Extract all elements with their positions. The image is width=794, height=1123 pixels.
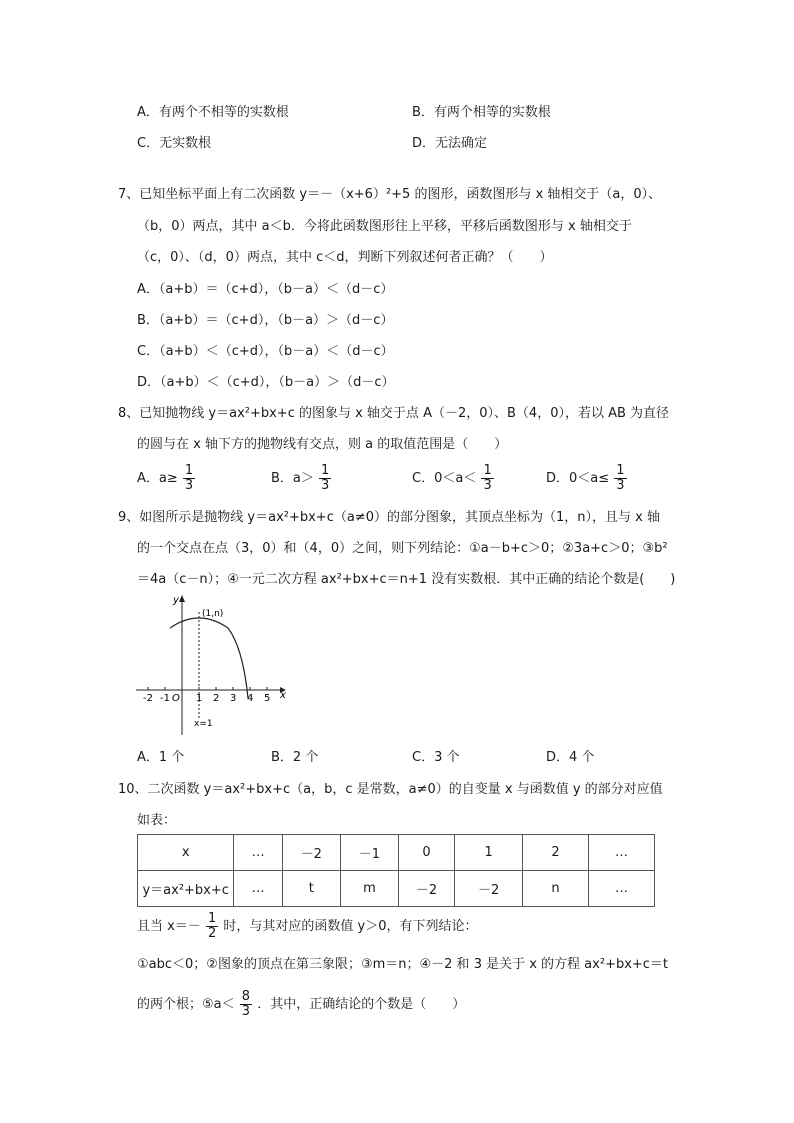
fraction-denominator: 3: [241, 1004, 251, 1019]
table-cell: y＝ax²+bx+c: [138, 871, 234, 907]
vertex-label: (1,n): [202, 609, 224, 619]
q8-option-d-label: D．0＜a≤: [546, 471, 610, 486]
origin-label: O: [172, 693, 180, 704]
q6-option-b: B．有两个相等的实数根: [412, 105, 551, 120]
table-cell: 1: [455, 835, 523, 871]
table-row: [138, 871, 655, 907]
q8-line-1: 8、已知抛物线 y＝ax²+bx+c 的图象与 x 轴交于点 A（－2，0）、B（4，0），若以 AB 为直径: [118, 406, 670, 421]
q8-option-a: [137, 464, 196, 493]
fraction: [206, 912, 218, 941]
q7-line-2: （b，0）两点，其中 a＜b．今将此函数图形往上平移，平移后函数图形与 x 轴相交于: [137, 219, 632, 234]
q7-line-3: （c，0）、（d，0）两点，其中 c＜d，判断下列叙述何者正确？（ ）: [137, 250, 553, 265]
tick-label: 4: [247, 693, 254, 704]
fraction-denominator: 3: [616, 478, 625, 493]
fraction-numerator: 1: [616, 463, 625, 478]
q8-option-c: [412, 464, 495, 493]
tick-label: 3: [230, 693, 237, 704]
q9-option-a: A．1 个: [137, 750, 185, 765]
table-cell: …: [234, 871, 282, 907]
q7-line-1: 7、已知坐标平面上有二次函数 y＝－（x+6）²+5 的图形，函数图形与 x 轴相交于（a，0）、: [118, 187, 662, 202]
fraction: [614, 464, 626, 493]
fraction-denominator: 3: [321, 478, 330, 493]
table-cell: 0: [398, 835, 454, 871]
tick-label: 1: [196, 693, 203, 704]
q9-line-3: ＝4a（c－n）；④一元二次方程 ax²+bx+c＝n+1 没有实数根．其中正确的结论个数是( ): [137, 572, 676, 587]
table-cell: n: [523, 871, 589, 907]
q10-line-5: ①abc＜0；②图象的顶点在第三象限；③m＝n；④－2 和 3 是关于 x 的方程 ax²+bx+c＝t: [137, 957, 669, 972]
tick-label: -1: [160, 693, 170, 704]
q9-parabola-graph: [130, 590, 290, 740]
q8-option-c-label: C．0＜a＜: [412, 471, 477, 486]
table-cell: －2: [282, 835, 340, 871]
q10-condition-text-a: 且当 x＝－: [137, 919, 201, 934]
table-cell: －2: [398, 871, 454, 907]
fraction: [481, 464, 493, 493]
q10-line-6: [137, 990, 465, 1019]
x-axis-label: x: [280, 690, 286, 701]
q8-option-a-label: A．a≥: [137, 471, 178, 486]
table-cell: …: [588, 835, 654, 871]
table-cell: －2: [455, 871, 523, 907]
table-cell: t: [282, 871, 340, 907]
fraction-numerator: 8: [241, 989, 251, 1004]
q10-condition: [137, 912, 478, 941]
fraction: [240, 990, 252, 1019]
fraction-numerator: 1: [321, 463, 330, 478]
q8-option-b: [271, 464, 332, 493]
q10-value-table: [137, 834, 655, 907]
q7-option-b: B．（a+b）＝（c+d），（b－a）＞（d－c）: [137, 313, 394, 328]
q8-option-b-label: B．a＞: [271, 471, 314, 486]
q9-option-c: C．3 个: [412, 750, 460, 765]
fraction-denominator: 3: [483, 478, 492, 493]
table-cell: 2: [523, 835, 589, 871]
q8-option-d: [546, 464, 628, 493]
table-cell: x: [138, 835, 234, 871]
q7-option-a: A．（a+b）＝（c+d），（b－a）＜（d－c）: [137, 282, 394, 297]
fraction: [319, 464, 331, 493]
tick-label: 2: [213, 693, 220, 704]
q10-line-6-text-b: ．其中，正确结论的个数是（ ）: [257, 997, 466, 1012]
q9-option-b: B．2 个: [271, 750, 319, 765]
y-axis-arrow: [179, 595, 185, 602]
fraction-numerator: 1: [184, 463, 194, 478]
tick-label: -2: [143, 693, 153, 704]
q6-option-a: A．有两个不相等的实数根: [137, 105, 289, 120]
q6-option-c: C．无实数根: [137, 136, 212, 151]
q10-condition-text-b: 时，与其对应的函数值 y＞0，有下列结论：: [223, 919, 478, 934]
q8-line-2: 的圆与在 x 轴下方的抛物线有交点，则 a 的取值范围是（ ）: [137, 437, 508, 452]
q7-option-c: C．（a+b）＜（c+d），（b－a）＜（d－c）: [137, 344, 394, 359]
y-axis-label: y: [173, 595, 179, 606]
tick-label: 5: [264, 693, 271, 704]
q6-option-d: D．无法确定: [412, 136, 488, 151]
q10-line-2: 如表：: [137, 813, 177, 828]
q10-line-1: 10、二次函数 y＝ax²+bx+c（a，b，c 是常数，a≠0）的自变量 x 与函数值 y 的部分对应值: [118, 782, 663, 797]
q9-option-d: D．4 个: [546, 750, 595, 765]
fraction-numerator: 1: [483, 463, 492, 478]
table-cell: m: [340, 871, 398, 907]
q7-option-d: D．（a+b）＜（c+d），（b－a）＞（d－c）: [137, 375, 395, 390]
fraction-denominator: 2: [207, 926, 217, 941]
table-cell: …: [234, 835, 282, 871]
table-cell: …: [588, 871, 654, 907]
fraction-numerator: 1: [207, 911, 217, 926]
q9-line-1: 9、如图所示是抛物线 y＝ax²+bx+c（a≠0）的部分图象，其顶点坐标为（1，n），且与 x 轴: [118, 510, 660, 525]
table-row: [138, 835, 655, 871]
fraction: [183, 464, 195, 493]
symmetry-axis-label: x=1: [194, 719, 213, 729]
q10-line-6-text-a: 的两个根；⑤a＜: [137, 997, 235, 1012]
q9-line-2: 的一个交点在点（3，0）和（4，0）之间，则下列结论：①a－b+c＞0；②3a+c＞0；③b²: [137, 541, 668, 556]
table-cell: －1: [340, 835, 398, 871]
fraction-denominator: 3: [184, 478, 194, 493]
